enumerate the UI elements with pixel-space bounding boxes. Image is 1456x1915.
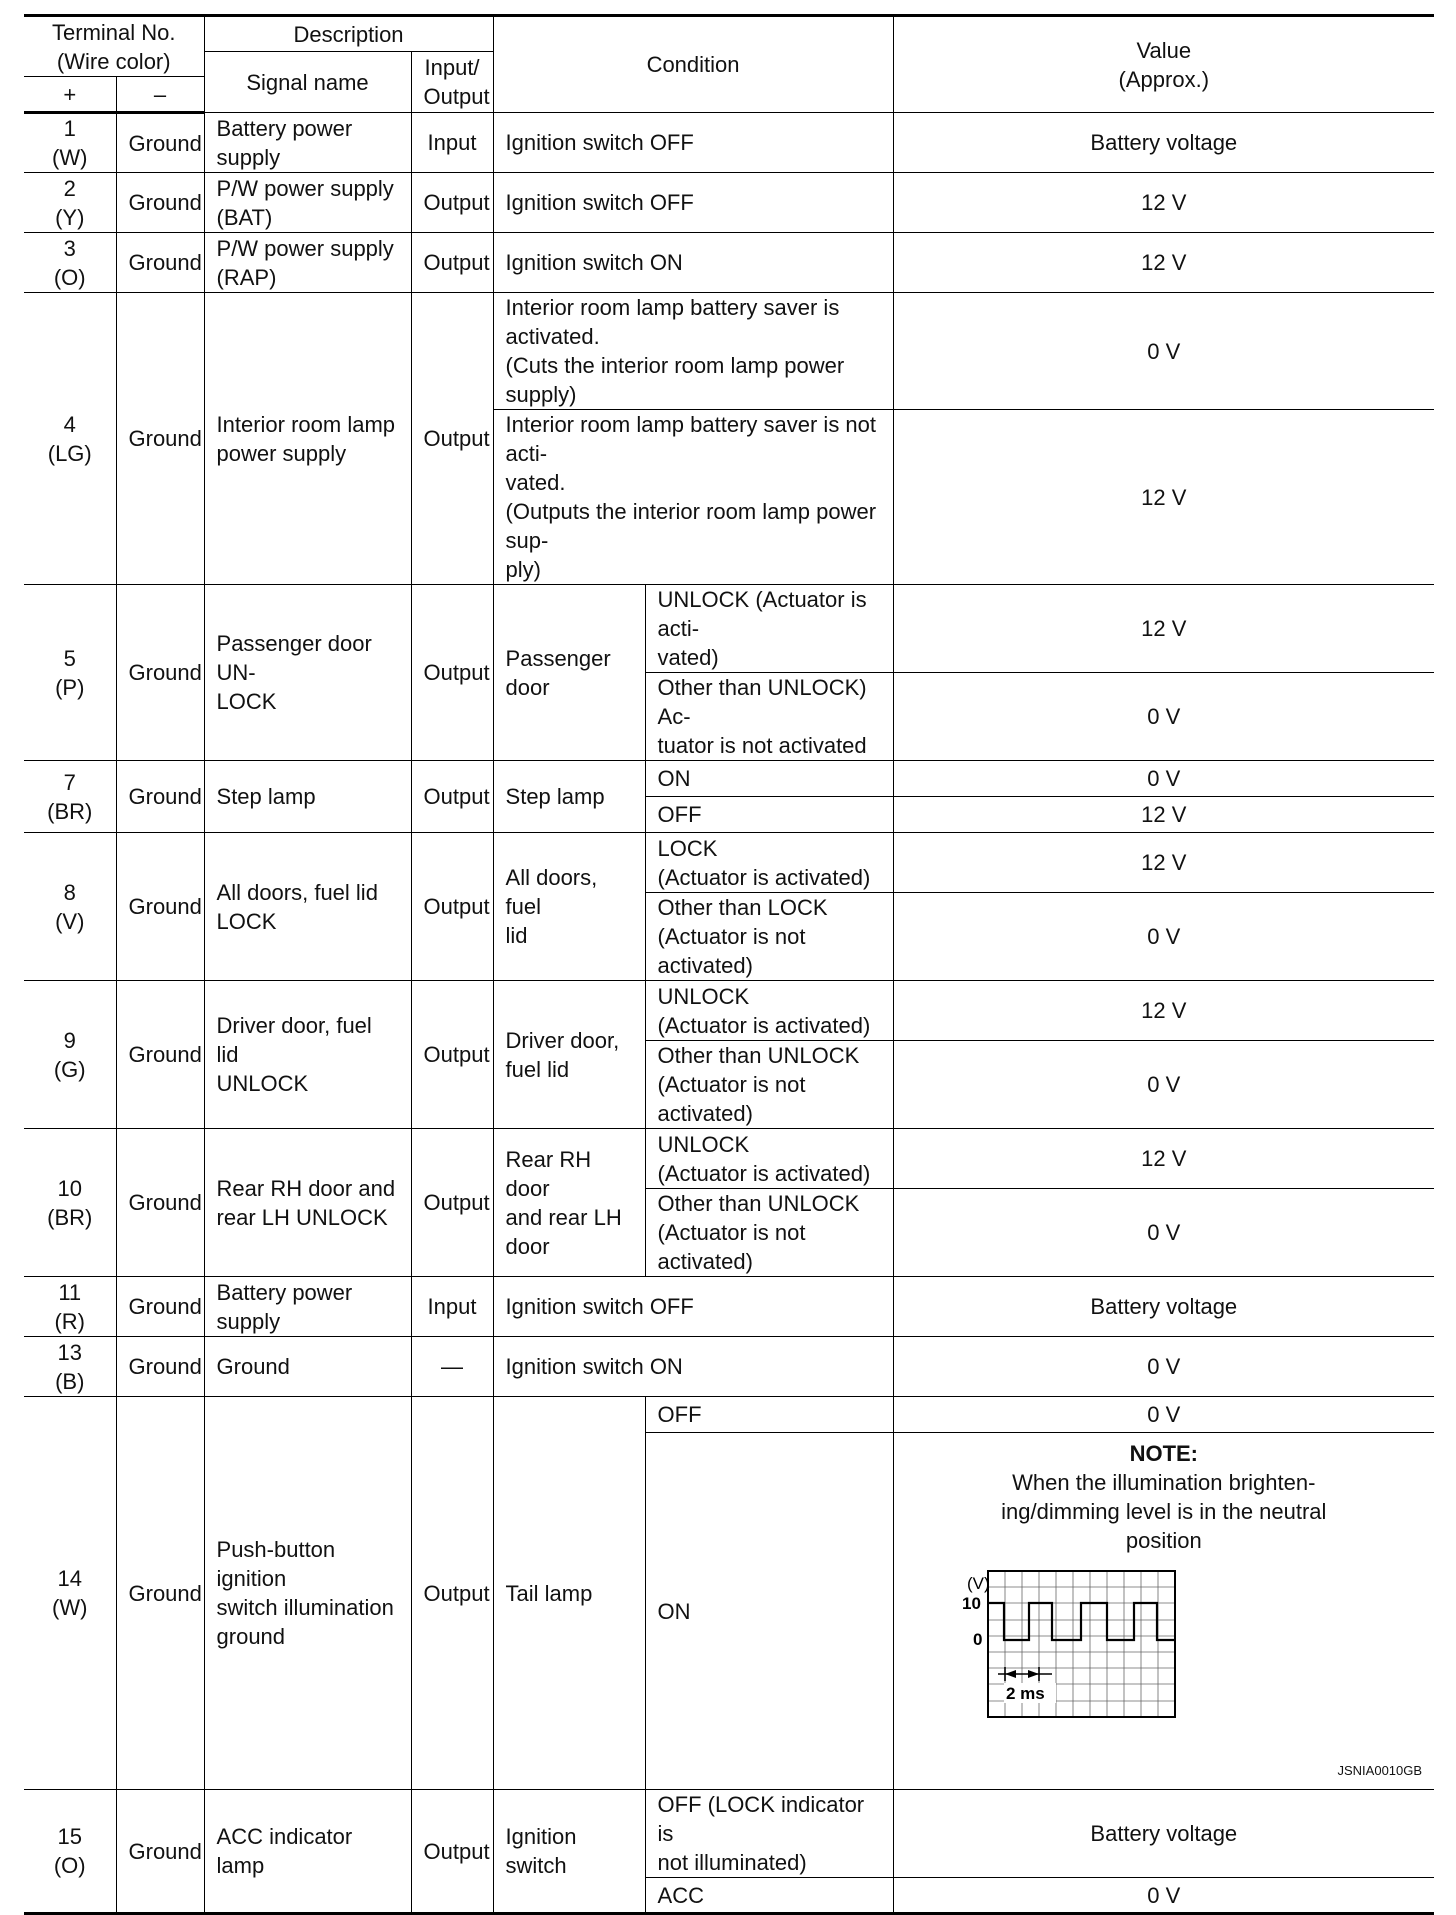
terminal-cell: 14 (W) [24,1397,116,1790]
value-cell: 0 V [893,1878,1434,1914]
table-row-terminal-7 [24,761,1434,797]
signal-name-cell: Ground [204,1337,411,1397]
value-cell: 12 V [893,410,1434,585]
io-cell: Output [411,173,493,233]
signal-name-cell: Battery power supply [204,1277,411,1337]
value-cell: 0 V [893,293,1434,410]
terminal-cell: 5 (P) [24,585,116,761]
table-row-terminal-8 [24,833,1434,893]
value-cell: 0 V [893,1397,1434,1433]
table-row-terminal-3 [24,233,1434,293]
value-cell: 0 V [893,1189,1434,1277]
value-cell: 0 V [893,761,1434,797]
state-cell: UNLOCK (Actuator is activated) [645,981,893,1041]
state-cell: Other than UNLOCK (Actuator is not activated) [645,1189,893,1277]
io-cell: Output [411,833,493,981]
time-scale-marker [998,1667,1052,1681]
condition-cell: Ignition switch OFF [493,1277,893,1337]
state-cell: UNLOCK (Actuator is acti- vated) [645,585,893,673]
time-scale-label: 2 ms [1005,1684,1045,1703]
signal-name-cell: Battery power supply [204,113,411,173]
terminal-cell: 4 (LG) [24,293,116,585]
header-row-1 [24,16,1434,52]
ground-cell: Ground [116,585,204,761]
io-cell: Input [411,113,493,173]
ground-cell: Ground [116,173,204,233]
io-cell: Output [411,981,493,1129]
io-cell: Output [411,585,493,761]
state-cell: Other than UNLOCK) Ac- tuator is not activated [645,673,893,761]
terminal-table [24,14,1434,1915]
signal-name-cell: Rear RH door and rear LH UNLOCK [204,1129,411,1277]
condition-cell: Ignition switch ON [493,1337,893,1397]
ground-cell: Ground [116,1277,204,1337]
terminal-cell: 3 (O) [24,233,116,293]
value-cell: 12 V [893,233,1434,293]
signal-name-cell: Driver door, fuel lid UNLOCK [204,981,411,1129]
condition-cell: Ignition switch OFF [493,113,893,173]
ground-cell: Ground [116,981,204,1129]
waveform-value-cell [893,1433,1434,1790]
io-cell: Output [411,1790,493,1914]
note-title: NOTE: [1129,1441,1199,1466]
io-cell: Input [411,1277,493,1337]
signal-name-cell: All doors, fuel lid LOCK [204,833,411,981]
value-cell: 0 V [893,1041,1434,1129]
condition-cell: Passenger door [493,585,645,761]
terminal-spec-sheet [24,14,1434,1908]
condition-cell: All doors, fuel lid [493,833,645,981]
terminal-cell: 2 (Y) [24,173,116,233]
y-high-label: 10 [961,1594,981,1613]
header-condition: Condition [493,16,893,113]
waveform-figure [906,1555,1423,1785]
state-cell: ON [645,1433,893,1790]
header-minus: – [116,77,204,113]
note-text: When the illumination brighten- ing/dimming level is in the neutral position [1001,1470,1327,1553]
value-cell: 12 V [893,1129,1434,1189]
condition-cell: Ignition switch [493,1790,645,1914]
ground-cell: Ground [116,1337,204,1397]
value-cell: 0 V [893,673,1434,761]
value-cell: 12 V [893,585,1434,673]
terminal-cell: 11 (R) [24,1277,116,1337]
square-wave-trace [988,1603,1175,1640]
state-cell: LOCK (Actuator is activated) [645,833,893,893]
value-cell: Battery voltage [893,1790,1434,1878]
ground-cell: Ground [116,1129,204,1277]
ground-cell: Ground [116,233,204,293]
condition-cell: Step lamp [493,761,645,833]
condition-cell: Ignition switch OFF [493,173,893,233]
terminal-cell: 9 (G) [24,981,116,1129]
terminal-cell: 10 (BR) [24,1129,116,1277]
condition-cell: Tail lamp [493,1397,645,1790]
io-cell: Output [411,761,493,833]
condition-cell: Ignition switch ON [493,233,893,293]
header-input-output: Input/ Output [411,52,493,113]
state-cell: Other than UNLOCK (Actuator is not activated) [645,1041,893,1129]
value-cell: 12 V [893,981,1434,1041]
value-cell: 0 V [893,1337,1434,1397]
value-cell: 12 V [893,797,1434,833]
table-row-terminal-15 [24,1790,1434,1878]
table-row-terminal-5 [24,585,1434,673]
value-cell: Battery voltage [893,1277,1434,1337]
condition-cell: Rear RH door and rear LH door [493,1129,645,1277]
y-low-label: 0 [972,1630,983,1649]
table-row-terminal-2 [24,173,1434,233]
signal-name-cell: ACC indicator lamp [204,1790,411,1914]
state-cell: Other than LOCK (Actuator is not activated) [645,893,893,981]
terminal-cell: 13 (B) [24,1337,116,1397]
table-row-terminal-11 [24,1277,1434,1337]
io-cell: — [411,1337,493,1397]
ground-cell: Ground [116,1790,204,1914]
signal-name-cell: P/W power supply (BAT) [204,173,411,233]
signal-name-cell: Interior room lamp power supply [204,293,411,585]
terminal-cell: 15 (O) [24,1790,116,1914]
state-cell: ACC [645,1878,893,1914]
state-cell: OFF [645,1397,893,1433]
value-cell: Battery voltage [893,113,1434,173]
condition-cell: Driver door, fuel lid [493,981,645,1129]
io-cell: Output [411,293,493,585]
signal-name-cell: Passenger door UN- LOCK [204,585,411,761]
table-row-terminal-10 [24,1129,1434,1189]
ground-cell: Ground [116,761,204,833]
condition-cell: Interior room lamp battery saver is activated. (Cuts the interior room lamp power supply) [493,293,893,410]
table-row-terminal-13 [24,1337,1434,1397]
state-cell: OFF [645,797,893,833]
ground-cell: Ground [116,1397,204,1790]
signal-name-cell: Step lamp [204,761,411,833]
terminal-cell: 8 (V) [24,833,116,981]
ground-cell: Ground [116,113,204,173]
figure-code: JSNIA0010GB [1337,1763,1423,1778]
header-terminal-no: Terminal No. (Wire color) [24,16,204,77]
signal-name-cell: Push-button ignition switch illumination ground [204,1397,411,1790]
table-row-terminal-9 [24,981,1434,1041]
ground-cell: Ground [116,833,204,981]
ground-cell: Ground [116,293,204,585]
state-cell: UNLOCK (Actuator is activated) [645,1129,893,1189]
value-cell: 12 V [893,833,1434,893]
y-unit-label: (V) [966,1574,990,1593]
terminal-cell: 7 (BR) [24,761,116,833]
terminal-cell: 1 (W) [24,113,116,173]
io-cell: Output [411,1129,493,1277]
table-row-terminal-4 [24,293,1434,410]
signal-name-cell: P/W power supply (RAP) [204,233,411,293]
state-cell: OFF (LOCK indicator is not illuminated) [645,1790,893,1878]
value-cell: 12 V [893,173,1434,233]
value-cell: 0 V [893,893,1434,981]
header-value: Value (Approx.) [893,16,1434,113]
condition-cell: Interior room lamp battery saver is not acti- vated. (Outputs the interior room lamp power sup- ply) [493,410,893,585]
header-signal-name: Signal name [204,52,411,113]
io-cell: Output [411,1397,493,1790]
table-row-terminal-14 [24,1397,1434,1433]
table-row-terminal-1 [24,113,1434,173]
header-description: Description [204,16,493,52]
io-cell: Output [411,233,493,293]
state-cell: ON [645,761,893,797]
header-plus: + [24,77,116,113]
